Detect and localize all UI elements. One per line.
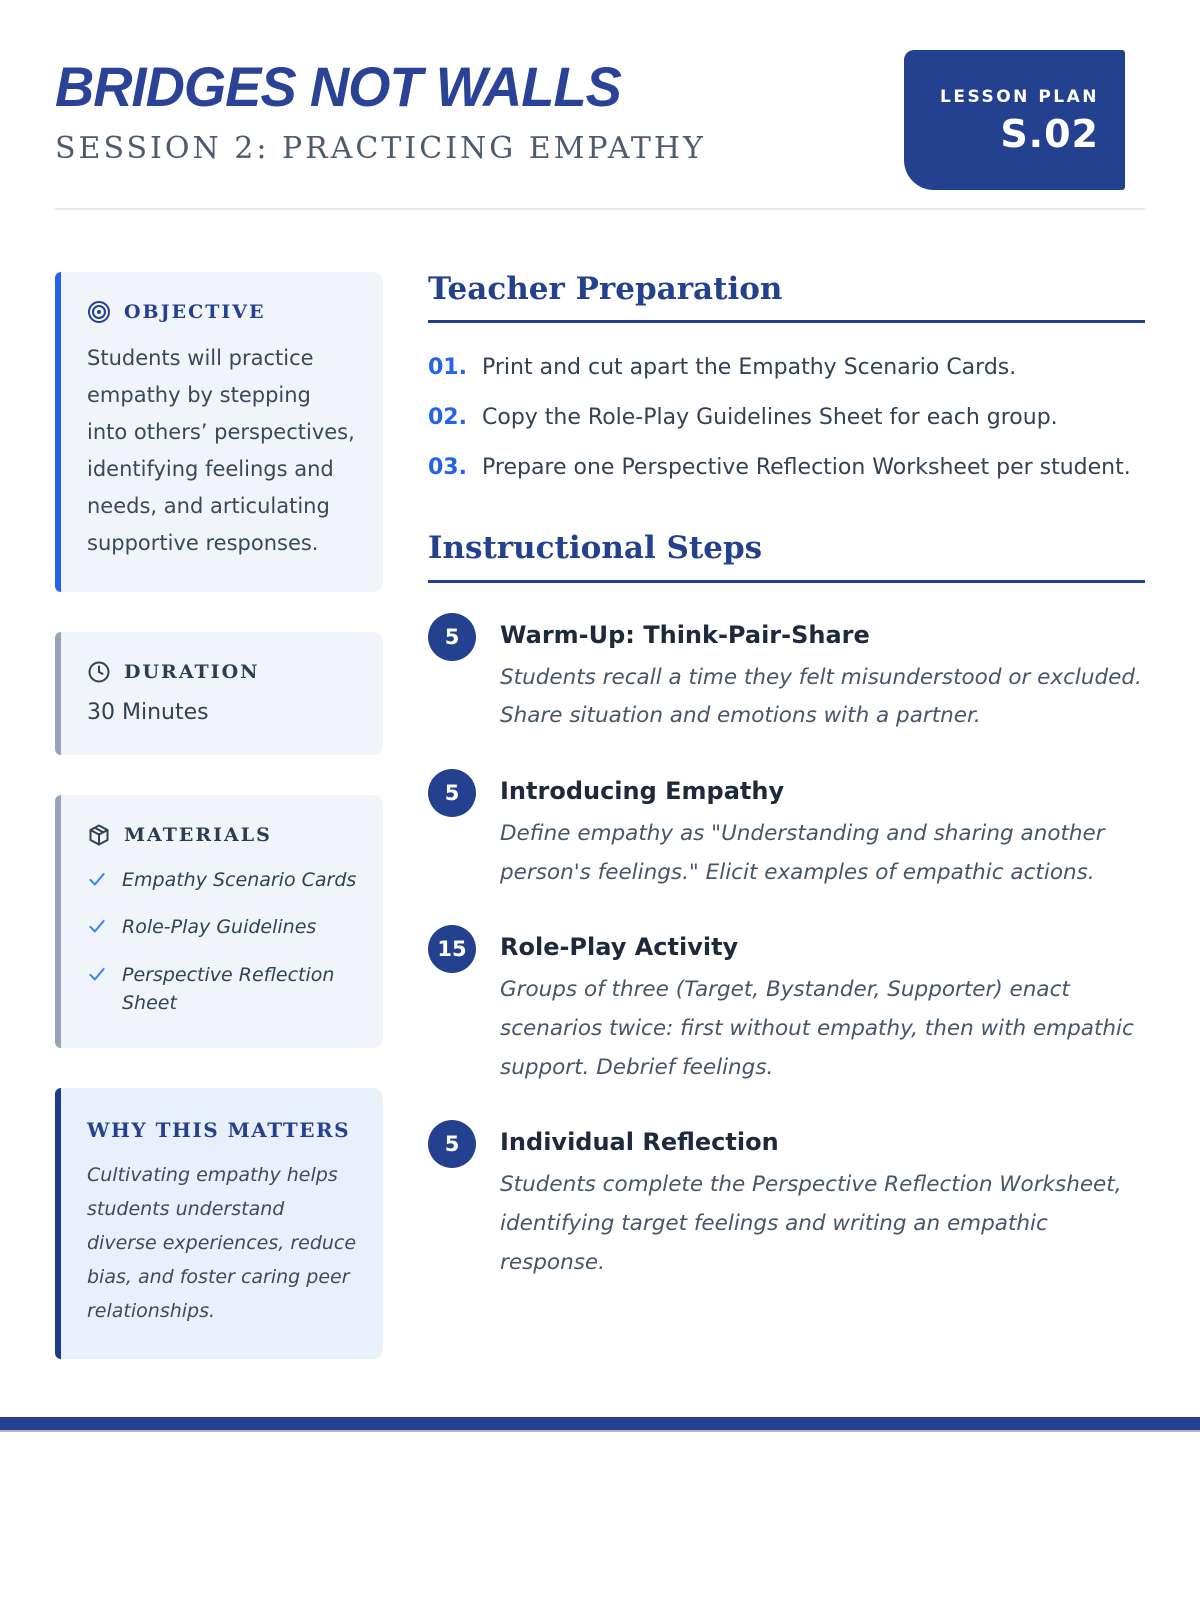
step-body [500,925,1145,1087]
duration-card-title: DURATION [124,660,260,683]
instructional-step [428,769,1145,892]
why-card-title: WHY THIS MATTERS [87,1117,351,1142]
prep-item-number: 03. [428,454,467,480]
lesson-plan-badge [904,50,1125,190]
material-item-label: Role-Play Guidelines [122,916,317,939]
duration-value: 30 Minutes [87,699,209,725]
prep-item-text: Prepare one Perspective Reflection Worksheet per student. [482,454,1131,480]
step-title: Role-Play Activity [500,933,739,962]
package-icon [87,823,111,847]
prep-item [428,353,1145,384]
step-description: Students complete the Perspective Reflection Worksheet, identifying target feelings and writing an empathic response. [500,1172,1122,1275]
step-minutes-badge: 5 [428,1120,476,1168]
step-minutes-badge: 15 [428,925,476,973]
prep-item-number: 02. [428,404,467,430]
duration-card-header [87,660,357,684]
material-item [87,913,357,942]
objective-card-title: OBJECTIVE [124,301,266,323]
material-item [87,866,357,895]
materials-card-header [87,823,357,847]
check-icon [87,869,107,889]
prep-item [428,453,1145,484]
page-subtitle: SESSION 2: PRACTICING EMPATHY [55,131,706,166]
step-description: Groups of three (Target, Bystander, Supporter) enact scenarios twice: first without empathy, then with empathic support. Debrief feelings. [500,977,1134,1080]
footer-bar [0,1417,1200,1432]
step-description: Students recall a time they felt misunderstood or excluded. Share situation and emotions with a partner. [500,664,1142,729]
prep-item [428,403,1145,434]
step-minutes-badge: 5 [428,613,476,661]
step-title: Individual Reflection [500,1128,779,1157]
instructional-step [428,1120,1145,1282]
instructional-step [428,925,1145,1087]
content [0,210,1200,1399]
clock-icon [87,660,111,684]
step-description: Define empathy as "Understanding and sharing another person's feelings." Elicit examples of empathic actions. [500,820,1105,885]
objective-card-header [87,300,357,324]
step-title: Introducing Empathy [500,776,785,805]
check-icon [87,916,107,936]
step-minutes-badge: 5 [428,769,476,817]
step-body [500,613,1145,736]
instructional-step [428,613,1145,736]
why-card-header [87,1118,357,1142]
teacher-preparation-section [428,272,1145,483]
objective-card [55,272,383,592]
instructional-steps-section [428,531,1145,1282]
material-item-label: Empathy Scenario Cards [122,868,357,891]
prep-item-text: Print and cut apart the Empathy Scenario Cards. [482,355,1017,381]
materials-card-title: MATERIALS [124,823,272,846]
step-title: Warm-Up: Think-Pair-Share [500,620,870,649]
materials-card [55,795,383,1048]
duration-card [55,632,383,755]
badge-code: S.02 [1000,112,1099,156]
material-item-label: Perspective Reflection Sheet [122,963,335,1015]
prep-item-number: 01. [428,355,467,381]
header [0,0,1200,166]
prep-item-text: Copy the Role-Play Guidelines Sheet for each group. [482,404,1058,430]
why-card-body: Cultivating empathy helps students understand diverse experiences, reduce bias, and foster caring peer relationships. [87,1163,357,1323]
sidebar [55,272,383,1399]
step-body [500,1120,1145,1282]
main-column [428,272,1145,1315]
target-icon [87,300,111,324]
teacher-preparation-heading: Teacher Preparation [428,272,1145,323]
material-item [87,961,357,1018]
step-body [500,769,1145,892]
instructional-steps-heading: Instructional Steps [428,531,1145,582]
page-title: BRIDGES NOT WALLS [55,55,621,118]
objective-card-body: Students will practice empathy by stepping into others’ perspectives, identifying feelings and needs, and articulating supportive responses. [87,346,355,555]
check-icon [87,964,107,984]
why-this-matters-card [55,1088,383,1359]
badge-label: LESSON PLAN [940,87,1099,107]
